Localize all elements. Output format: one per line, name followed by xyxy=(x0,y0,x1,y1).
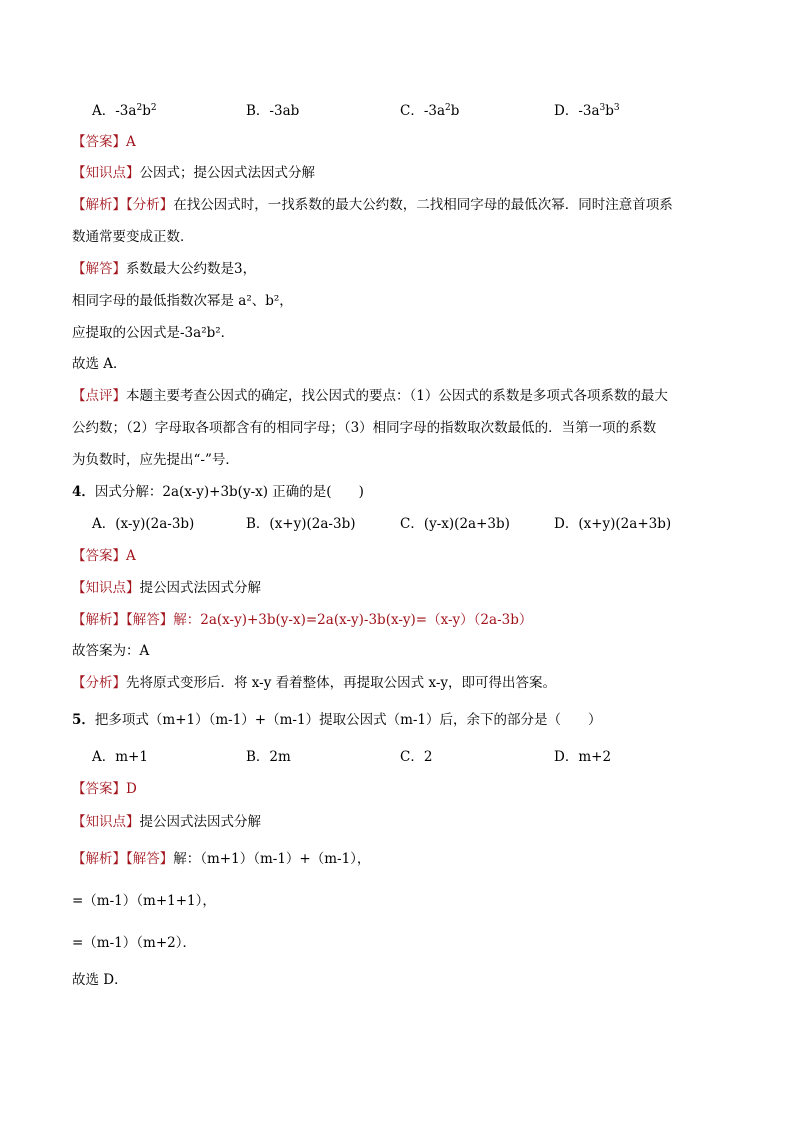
q3-option-a[interactable]: A．$-3a^2b^2$ xyxy=(92,103,157,119)
q5-answer: 【答案】D xyxy=(72,781,137,797)
q3-solve-line3: 应提取的公因式是-3a²b²． xyxy=(72,325,235,341)
q3-analysis-cont: 数通常要变成正数． xyxy=(72,229,194,245)
q3-answer: 【答案】A xyxy=(72,134,136,150)
q5-stem: 5．把多项式（m+1）（m-1）+（m-1）提取公因式（m-1）后，余下的部分是（ ） xyxy=(72,712,602,728)
q3-solve-line2: 相同字母的最低指数次幂是 a²、b²， xyxy=(72,293,293,309)
q5-knowledge: 【知识点】提公因式法因式分解 xyxy=(72,814,261,830)
q3-solve-line4: 故选 A． xyxy=(72,356,127,372)
q4-answer: 【答案】A xyxy=(72,548,136,564)
q5-option-b[interactable]: B．2m xyxy=(246,749,291,765)
q5-solve-line2: =（m-1）（m+1+1）， xyxy=(72,893,216,909)
q5-solve-line3: =（m-1）（m+2）． xyxy=(72,935,196,951)
q4-conclusion: 故答案为：A xyxy=(72,643,150,659)
q3-comment: 【点评】本题主要考查公因式的确定，找公因式的要点：（1）公因式的系数是多项式各项系数的最大 xyxy=(72,388,668,404)
q4-analysis: 【解析】【解答】解：2a(x-y)+3b(y-x)=2a(x-y)-3b(x-y)=（x-y）（2a-3b） xyxy=(72,612,533,628)
q3-comment-line2: 公约数；（2）字母取各项都含有的相同字母；（3）相同字母的指数取次数最低的．当第一项的系数 xyxy=(72,420,657,436)
q3-option-d[interactable]: D．$-3a^3b^3$ xyxy=(554,103,620,119)
q3-solve: 【解答】系数最大公约数是3， xyxy=(72,261,257,277)
q4-option-d[interactable]: D．(x+y)(2a+3b) xyxy=(554,516,672,532)
q5-option-a[interactable]: A．m+1 xyxy=(92,749,148,765)
q4-knowledge: 【知识点】提公因式法因式分解 xyxy=(72,580,261,596)
q3-option-b[interactable]: B．-3ab xyxy=(246,103,300,119)
q4-fenxi: 【分析】先将原式变形后．将 x-y 看着整体，再提取公因式 x-y，即可得出答案。 xyxy=(72,675,557,691)
q4-option-a[interactable]: A．(x-y)(2a-3b) xyxy=(92,516,195,532)
q5-solve-line4: 故选 D． xyxy=(72,972,128,988)
q3-comment-line3: 为负数时，应先提出“-”号． xyxy=(72,452,239,468)
q5-option-d[interactable]: D．m+2 xyxy=(554,749,612,765)
q4-option-b[interactable]: B．(x+y)(2a-3b) xyxy=(246,516,356,532)
q3-option-c[interactable]: C．$-3a^2b$ xyxy=(400,103,460,119)
q4-option-c[interactable]: C．(y-x)(2a+3b) xyxy=(400,516,510,532)
q5-option-c[interactable]: C．2 xyxy=(400,749,433,765)
q3-analysis: 【解析】【分析】在找公因式时，一找系数的最大公约数，二找相同字母的最低次幂．同时注意首项系 xyxy=(72,197,673,213)
q3-knowledge: 【知识点】公因式；提公因式法因式分解 xyxy=(72,165,315,181)
q5-analysis: 【解析】【解答】解：（m+1）（m-1）+（m-1）， xyxy=(72,851,371,867)
q4-stem: 4．因式分解：2a(x-y)+3b(y-x) 正确的是( ) xyxy=(72,484,364,500)
